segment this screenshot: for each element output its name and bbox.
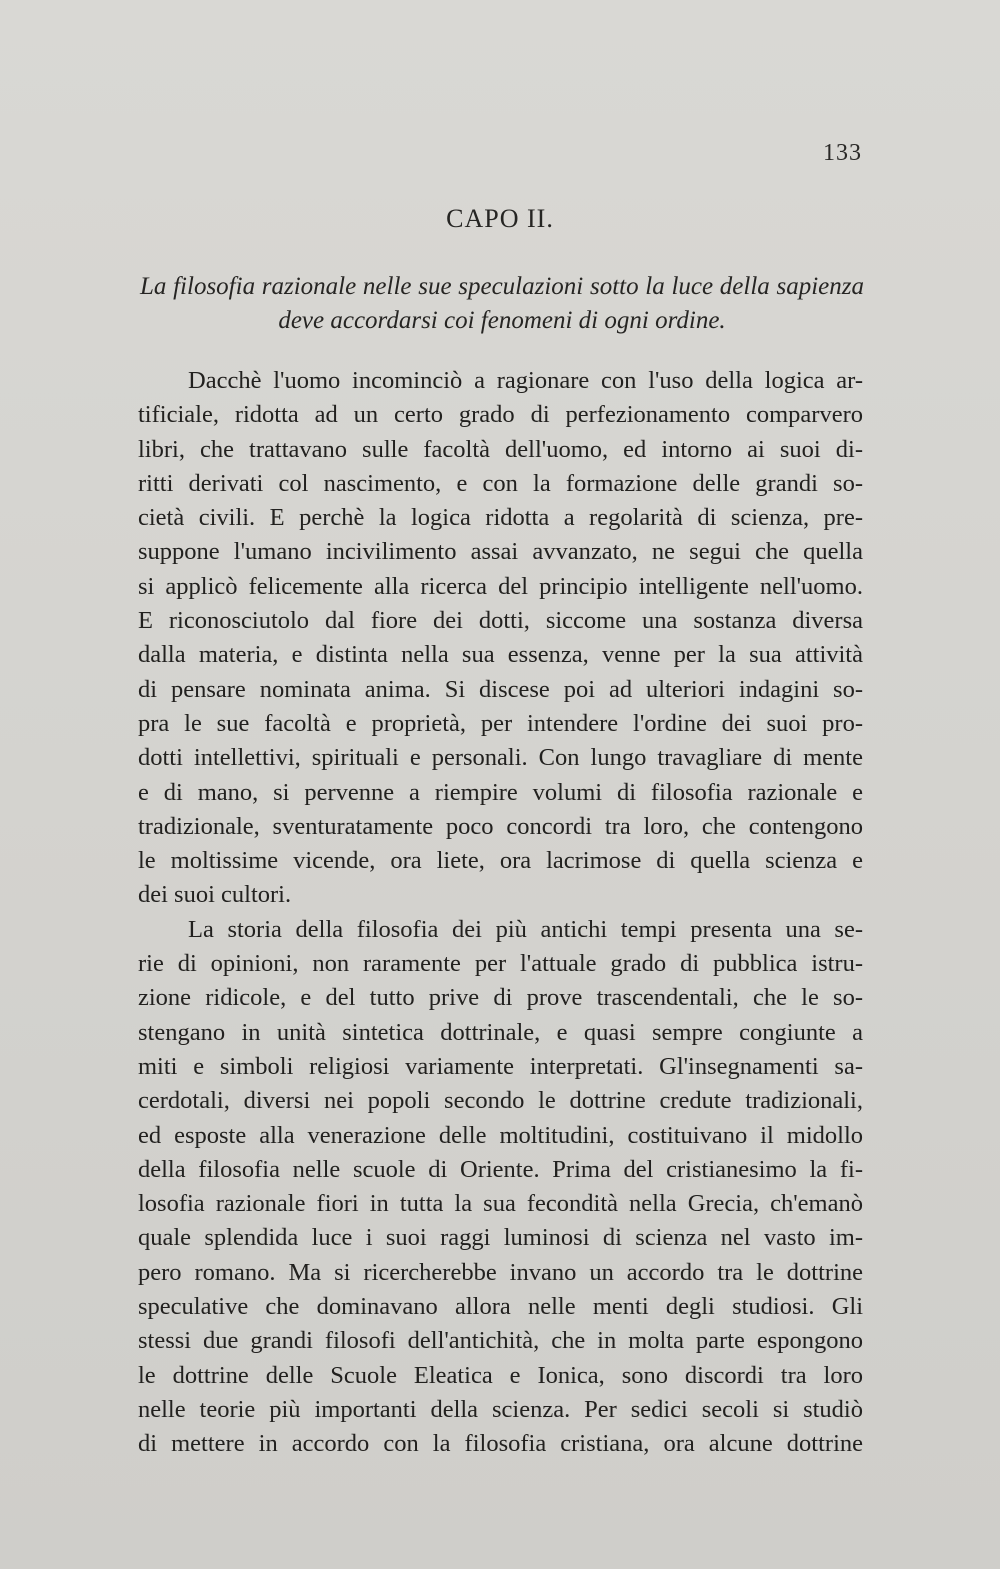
text-line: losofia razionale fiori in tutta la sua fecondità nella Grecia, ch'emanò <box>138 1190 863 1218</box>
text-line: ed esposte alla venerazione delle moltitudini, costituivano il midollo <box>138 1121 863 1149</box>
text-line: dotti intellettivi, spirituali e personali. Con lungo travagliare di mente <box>138 744 863 772</box>
chapter-subtitle-line: deve accordarsi coi fenomeni di ogni ordine. <box>278 307 726 334</box>
page-number: 133 <box>823 140 862 166</box>
text-line: di mettere in accordo con la filosofia cristiana, ora alcune dottrine <box>138 1430 863 1458</box>
text-line: di pensare nominata anima. Si discese poi ad ulteriori indagini so- <box>138 675 863 703</box>
chapter-subtitle-line: La filosofia razionale nelle sue speculazioni sotto la luce della sapienza <box>140 273 864 300</box>
text-line: si applicò felicemente alla ricerca del principio intelligente nell'uomo. <box>138 572 863 600</box>
text-line: libri, che trattavano sulle facoltà dell'uomo, ed intorno ai suoi di- <box>138 435 863 463</box>
text-line: E riconosciutolo dal fiore dei dotti, siccome una sostanza diversa <box>138 607 863 635</box>
text-line: e di mano, si pervenne a riempire volumi di filosofia razionale e <box>138 778 863 806</box>
text-line: cerdotali, diversi nei popoli secondo le dottrine credute tradizionali, <box>138 1087 863 1115</box>
text-line: le moltissime vicende, ora liete, ora lacrimose di quella scienza e <box>138 847 863 875</box>
text-line: quale splendida luce i suoi raggi luminosi di scienza nel vasto im- <box>138 1224 863 1252</box>
text-line: dalla materia, e distinta nella sua essenza, venne per la sua attività <box>138 641 863 669</box>
text-line: pero romano. Ma si ricercherebbe invano un accordo tra le dottrine <box>138 1258 863 1286</box>
text-line: Dacchè l'uomo incominciò a ragionare con l'uso della logica ar- <box>188 367 863 394</box>
text-line: La storia della filosofia dei più antichi tempi presenta una se- <box>188 915 863 943</box>
chapter-title: CAPO II. <box>446 204 554 233</box>
text-line: zione ridicole, e del tutto prive di prove trascendentali, che le so- <box>138 984 863 1012</box>
text-line: tificiale, ridotta ad un certo grado di perfezionamento comparvero <box>138 401 863 429</box>
text-line: ritti derivati col nascimento, e con la formazione delle grandi so- <box>138 469 863 497</box>
text-line: speculative che dominavano allora nelle menti degli studiosi. Gli <box>138 1293 863 1321</box>
text-line: nelle teorie più importanti della scienza. Per sedici secoli si studiò <box>138 1395 863 1423</box>
text-line: tradizionale, sventuratamente poco concordi tra loro, che contengono <box>138 812 863 840</box>
text-line: stessi due grandi filosofi dell'antichità, che in molta parte espongono <box>138 1327 863 1355</box>
text-line: le dottrine delle Scuole Eleatica e Ionica, sono discordi tra loro <box>138 1361 863 1389</box>
text-line: dei suoi cultori. <box>138 881 292 909</box>
text-line: stengano in unità sintetica dottrinale, e quasi sempre congiunte a <box>138 1018 863 1046</box>
text-line: suppone l'umano incivilimento assai avvanzato, ne segui che quella <box>138 538 863 566</box>
body-text <box>138 364 863 1462</box>
text-line: della filosofia nelle scuole di Oriente. Prima del cristianesimo la fi- <box>138 1155 863 1183</box>
text-line: pra le sue facoltà e proprietà, per intendere l'ordine dei suoi pro- <box>138 709 863 737</box>
text-line: cietà civili. E perchè la logica ridotta a regolarità di scienza, pre- <box>138 504 863 532</box>
text-line: miti e simboli religiosi variamente interpretati. Gl'insegnamenti sa- <box>138 1052 863 1080</box>
text-line: rie di opinioni, non raramente per l'attuale grado di pubblica istru- <box>138 950 863 978</box>
